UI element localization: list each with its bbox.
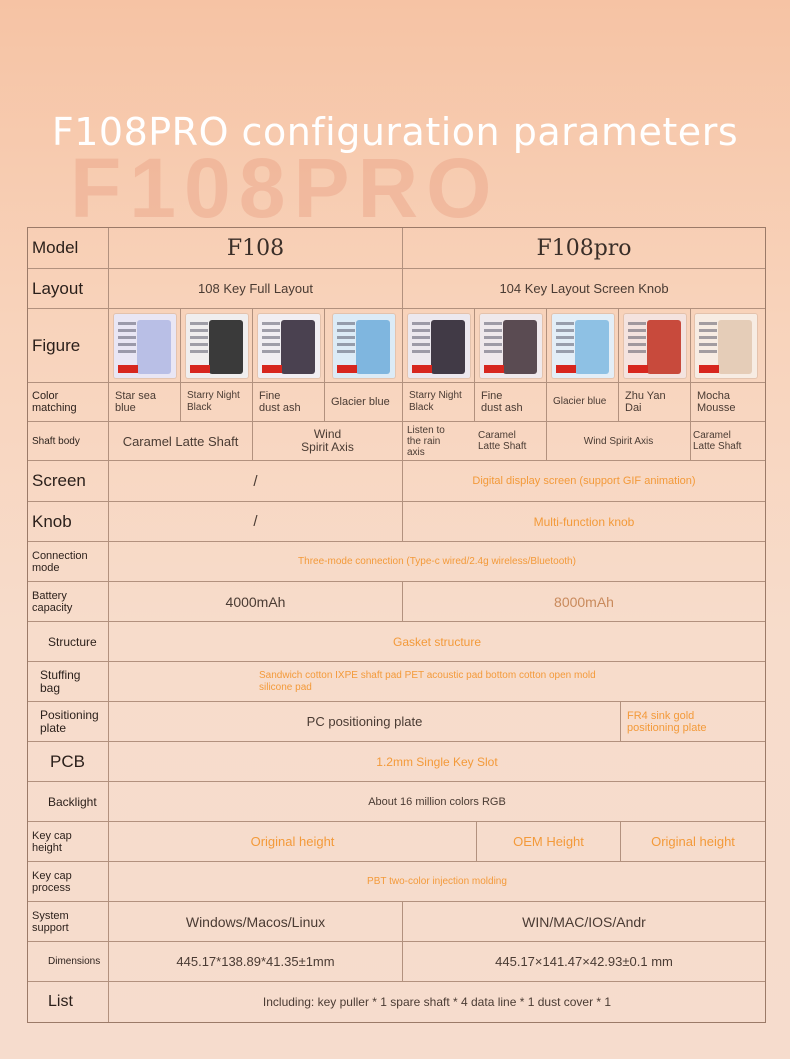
keyboard-product-image xyxy=(258,314,320,378)
keyboard-product-image xyxy=(186,314,248,378)
label-knob: Knob xyxy=(32,511,72,531)
spec-lines xyxy=(118,322,136,356)
pcb-value: 1.2mm Single Key Slot xyxy=(108,742,765,781)
battery-f108: 4000mAh xyxy=(108,582,402,621)
label-structure: Structure xyxy=(48,634,97,649)
label-keycap-height: Key cap height xyxy=(32,829,72,854)
model-f108: F108 xyxy=(108,228,402,268)
shaft-rain: Listen to the rain axis xyxy=(402,422,474,460)
label-layout: Layout xyxy=(32,278,84,298)
positioning-pc: PC positioning plate xyxy=(108,702,620,741)
keyboard-product-image xyxy=(480,314,542,378)
keycap-height-oem: OEM Height xyxy=(476,822,620,861)
keycap-process-value: PBT two-color injection molding xyxy=(108,862,765,901)
color-option: Fine dust ash xyxy=(474,383,546,421)
shaft-wind: Wind Spirit Axis xyxy=(252,422,402,460)
figure-cell xyxy=(690,309,760,382)
row-color-matching xyxy=(28,383,765,422)
keyboard-product-image xyxy=(408,314,470,378)
label-backlight: Backlight xyxy=(48,794,97,809)
color-option: Mocha Mousse xyxy=(690,383,760,421)
row-list xyxy=(28,982,765,1022)
row-screen xyxy=(28,461,765,502)
price-tag xyxy=(190,365,210,373)
row-connection xyxy=(28,542,765,582)
figure-cell xyxy=(180,309,252,382)
dimensions-f108: 445.17*138.89*41.35±1mm xyxy=(108,942,402,981)
screen-f108: / xyxy=(108,461,402,501)
row-system xyxy=(28,902,765,942)
label-figure: Figure xyxy=(32,335,81,355)
knob-f108: / xyxy=(108,502,402,541)
system-f108: Windows/Macos/Linux xyxy=(108,902,402,941)
keyboard-shape xyxy=(356,320,390,374)
row-structure xyxy=(28,622,765,662)
row-backlight xyxy=(28,782,765,822)
label-positioning: Positioning plate xyxy=(40,707,99,735)
shaft-caramel-pro: Caramel Latte Shaft xyxy=(478,430,527,452)
spec-lines xyxy=(337,322,355,356)
price-tag xyxy=(118,365,138,373)
shaft-wind-pro: Wind Spirit Axis xyxy=(546,422,690,460)
label-shaft-body: Shaft body xyxy=(32,435,80,447)
shaft-caramel: Caramel Latte Shaft xyxy=(108,422,252,460)
shaft-caramel-pro-2: Caramel Latte Shaft xyxy=(690,422,765,460)
spec-lines xyxy=(190,322,208,356)
keyboard-product-image xyxy=(552,314,614,378)
model-f108pro: F108pro xyxy=(402,228,765,268)
color-option: Star sea blue xyxy=(108,383,180,421)
keyboard-product-image xyxy=(624,314,686,378)
spec-lines xyxy=(262,322,280,356)
row-stuffing xyxy=(28,662,765,702)
keycap-height-original: Original height xyxy=(620,822,765,861)
list-value: Including: key puller * 1 spare shaft * 4 data line * 1 dust cover * 1 xyxy=(108,982,765,1022)
color-option: Starry Night Black xyxy=(180,383,252,421)
label-screen: Screen xyxy=(32,471,86,490)
price-tag xyxy=(628,365,648,373)
label-pcb: PCB xyxy=(50,751,85,771)
figure-cell xyxy=(324,309,402,382)
keyboard-shape xyxy=(503,320,537,374)
system-f108pro: WIN/MAC/IOS/Andr xyxy=(402,902,765,941)
screen-f108pro: Digital display screen (support GIF animation) xyxy=(402,461,765,501)
color-option: Fine dust ash xyxy=(252,383,324,421)
spec-lines xyxy=(628,322,646,356)
figure-cell xyxy=(108,309,180,382)
keyboard-shape xyxy=(137,320,171,374)
figure-cell xyxy=(474,309,546,382)
color-option: Glacier blue xyxy=(324,383,402,421)
label-color-matching: Color matching xyxy=(32,390,77,414)
layout-f108: 108 Key Full Layout xyxy=(108,269,402,308)
figure-cell xyxy=(546,309,618,382)
spec-lines xyxy=(412,322,430,356)
spec-lines xyxy=(699,322,717,356)
label-list: List xyxy=(48,993,73,1010)
label-model: Model xyxy=(32,238,79,257)
label-battery: Battery capacity xyxy=(32,589,73,614)
keycap-height-f108: Original height xyxy=(108,822,476,861)
row-figure xyxy=(28,309,765,383)
background-watermark: F108PRO xyxy=(70,141,500,235)
price-tag xyxy=(262,365,282,373)
connection-value: Three-mode connection (Type-c wired/2.4g wireless/Bluetooth) xyxy=(108,542,765,581)
label-keycap-process: Key cap process xyxy=(32,869,72,894)
row-knob xyxy=(28,502,765,542)
row-model xyxy=(28,228,765,269)
battery-f108pro: 8000mAh xyxy=(402,582,765,621)
figure-cell xyxy=(402,309,474,382)
positioning-fr4: FR4 sink gold positioning plate xyxy=(620,702,765,741)
price-tag xyxy=(699,365,719,373)
label-stuffing: Stuffing bag xyxy=(40,667,81,695)
stuffing-value: Sandwich cotton IXPE shaft pad PET acoustic pad bottom cotton open mold silicone pad xyxy=(108,662,765,701)
row-keycap-height xyxy=(28,822,765,862)
spec-lines xyxy=(556,322,574,356)
label-system: System support xyxy=(32,909,69,934)
spec-table xyxy=(27,227,766,1023)
keyboard-shape xyxy=(718,320,752,374)
color-option: Zhu Yan Dai xyxy=(618,383,690,421)
color-option: Glacier blue xyxy=(546,383,618,421)
layout-f108pro: 104 Key Layout Screen Knob xyxy=(402,269,765,308)
price-tag xyxy=(484,365,504,373)
dimensions-f108pro: 445.17×141.47×42.93±0.1 mm xyxy=(402,942,765,981)
keyboard-product-image xyxy=(114,314,176,378)
keyboard-shape xyxy=(647,320,681,374)
color-option: Starry Night Black xyxy=(402,383,474,421)
backlight-value: About 16 million colors RGB xyxy=(108,782,765,821)
label-connection: Connection mode xyxy=(32,549,88,574)
spec-lines xyxy=(484,322,502,356)
row-shaft-body xyxy=(28,422,765,461)
keyboard-shape xyxy=(209,320,243,374)
price-tag xyxy=(337,365,357,373)
knob-f108pro: Multi-function knob xyxy=(402,502,765,541)
keyboard-product-image xyxy=(333,314,395,378)
structure-value: Gasket structure xyxy=(108,622,765,661)
row-layout xyxy=(28,269,765,309)
label-dimensions: Dimensions xyxy=(48,956,101,967)
figure-cell xyxy=(252,309,324,382)
page-title: F108PRO configuration parameters xyxy=(51,110,739,154)
keyboard-shape xyxy=(575,320,609,374)
figure-cell xyxy=(618,309,690,382)
row-pcb xyxy=(28,742,765,782)
row-battery xyxy=(28,582,765,622)
row-positioning xyxy=(28,702,765,742)
row-dimensions xyxy=(28,942,765,982)
keyboard-product-image xyxy=(695,314,757,378)
price-tag xyxy=(412,365,432,373)
price-tag xyxy=(556,365,576,373)
keyboard-shape xyxy=(431,320,465,374)
row-keycap-process xyxy=(28,862,765,902)
keyboard-shape xyxy=(281,320,315,374)
